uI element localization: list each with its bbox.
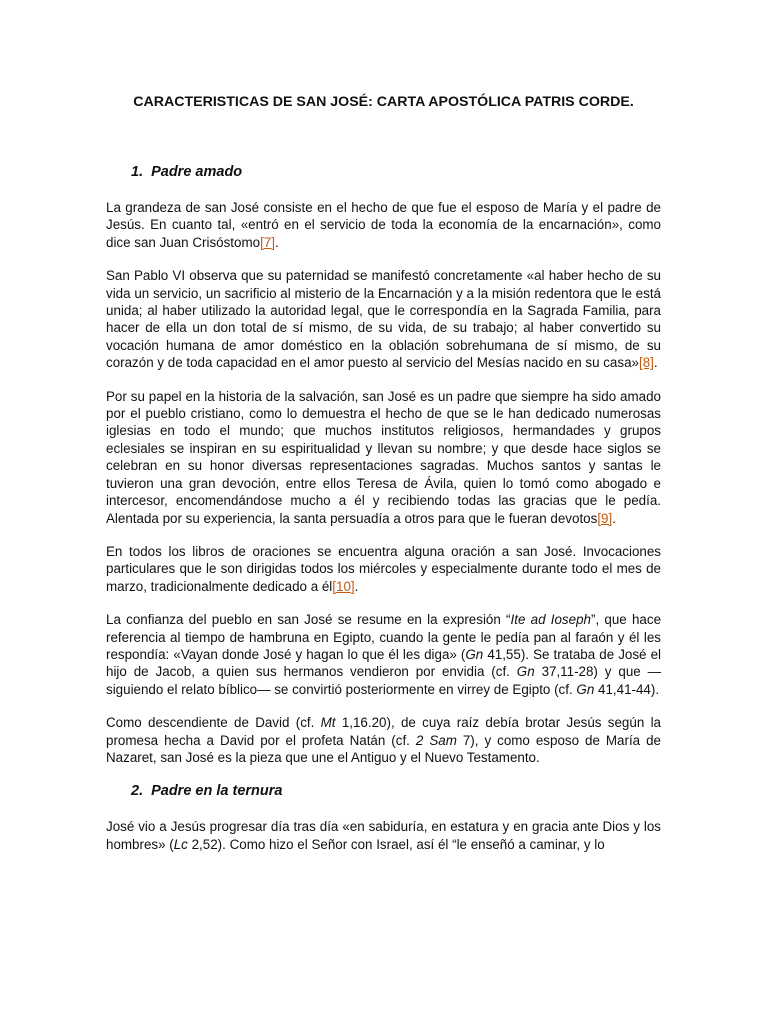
paragraph-text: 7), y como esposo de María de Nazaret, san José es la pieza que une el Antiguo y el Nuevo Testamento. [106,732,661,765]
paragraph-text: Por su papel en la historia de la salvación, san José es un padre que siempre ha sido amado por el pueblo cristiano, como lo demuestra el hecho de que se le han dedicado numerosas iglesias en todo el mundo; que muchos institutos religiosos, hermandades y grupos eclesiales se inspiran en su espiritualidad y llevan su nombre; y que desde hace siglos se celebran en su honor diversas representaciones sagradas. Muchos santos y santas le tuvieron una gran devoción, entre ellos Teresa de Ávila, quien lo tomó como abogado e intercesor, encomendándose mucho a él y recibiendo todas las gracias que le pedía. Alentada por su experiencia, la santa persuadía a otros para que le fueran devotos [106,388,661,526]
paragraph-text: . [612,510,616,526]
section-title: Padre amado [151,164,243,180]
italic-text: Mt [320,715,336,731]
paragraph-text: ”, que hace referencia al tiempo de hambruna en Egipto, cuando la gente le pedía pan al faraón y él les respondía: «Vayan donde José y hagan lo que él les diga» ( [106,612,662,662]
footnote-link[interactable]: [8] [638,355,654,371]
italic-text: Gn [465,646,484,662]
section-heading-padre-en-la-ternura [131,782,661,800]
paragraph-text: . [274,234,279,250]
italic-text: 2 Sam [415,732,457,748]
paragraph [106,388,661,527]
paragraph-text: . [354,578,359,594]
italic-text: Ite ad Ioseph [510,612,591,628]
paragraph-text: 41,55). Se trataba de José el hijo de Jacob, a quien sus hermanos vendieron por envidia (cf. [106,646,661,680]
paragraph-text: José vio a Jesús progresar día tras día «en sabiduría, en estatura y en gracia ante Dios y los hombres» ( [106,819,661,852]
footnote-link[interactable]: [9] [597,510,613,526]
paragraph [106,714,661,766]
paragraph-text: 37,11-28) y que —siguiendo el relato bíblico— se convirtió posteriormente en virrey de Egipto (cf. [106,664,661,697]
paragraph-text: La confianza del pueblo en san José se resume en la expresión “ [106,612,511,628]
section-title: Padre en la ternura [151,783,283,800]
paragraph-text: 2,52). Como hizo el Señor con Israel, así él “le enseñó a caminar, y lo [187,836,605,852]
paragraph-text: 1,16.20), de cuya raíz debía brotar Jesús según la promesa hecha a David por el profeta Natán (cf. [106,715,661,748]
section-number: 1. [131,164,144,180]
paragraph-text: La grandeza de san José consiste en el hecho de que fue el esposo de María y el padre de Jesús. En cuanto tal, «entró en el servicio de toda la economía de la encarnación», como dice san Juan Crisóstomo [106,200,661,250]
footnote-link[interactable]: [7] [260,234,275,250]
footnote-link[interactable]: [10] [332,578,355,594]
italic-text: Gn [576,681,595,697]
paragraph [106,199,661,251]
paragraph [106,611,661,698]
paragraph [106,818,661,853]
paragraph-text: San Pablo VI observa que su paternidad se manifestó concretamente «al haber hecho de su vida un servicio, un sacrificio al misterio de la Encarnación y a la misión redentora que le está unida; al haber utilizado la autoridad legal, que le correspondía en la Sagrada Familia, para hacer de ella un don total de sí mismo, de su vida, de su trabajo; al haber convertido su vocación humana de amor doméstico en la oblación sobrehumana de sí mismo, de su corazón y de toda capacidad en el amor puesto al servicio del Mesías nacido en su casa» [106,268,661,371]
italic-text: Gn [516,664,535,680]
section-heading-padre-amado [131,163,661,181]
paragraph-text: . [653,355,658,371]
document-title: CARACTERISTICAS DE SAN JOSÉ: CARTA APOSTÓLICA PATRIS CORDE. [133,94,634,110]
section-number: 2. [131,783,144,800]
paragraph-text: En todos los libros de oraciones se encuentra alguna oración a san José. Invocaciones particulares que le son dirigidas todos los miércoles y especialmente durante todo el mes de marzo, tradicionalmente dedicado a él [106,543,661,594]
paragraph-text: 41,41-44). [594,681,660,697]
paragraph-text: Como descendiente de David (cf. [106,715,321,731]
italic-text: Lc [173,836,188,852]
paragraph [106,267,661,371]
paragraph [106,543,661,595]
